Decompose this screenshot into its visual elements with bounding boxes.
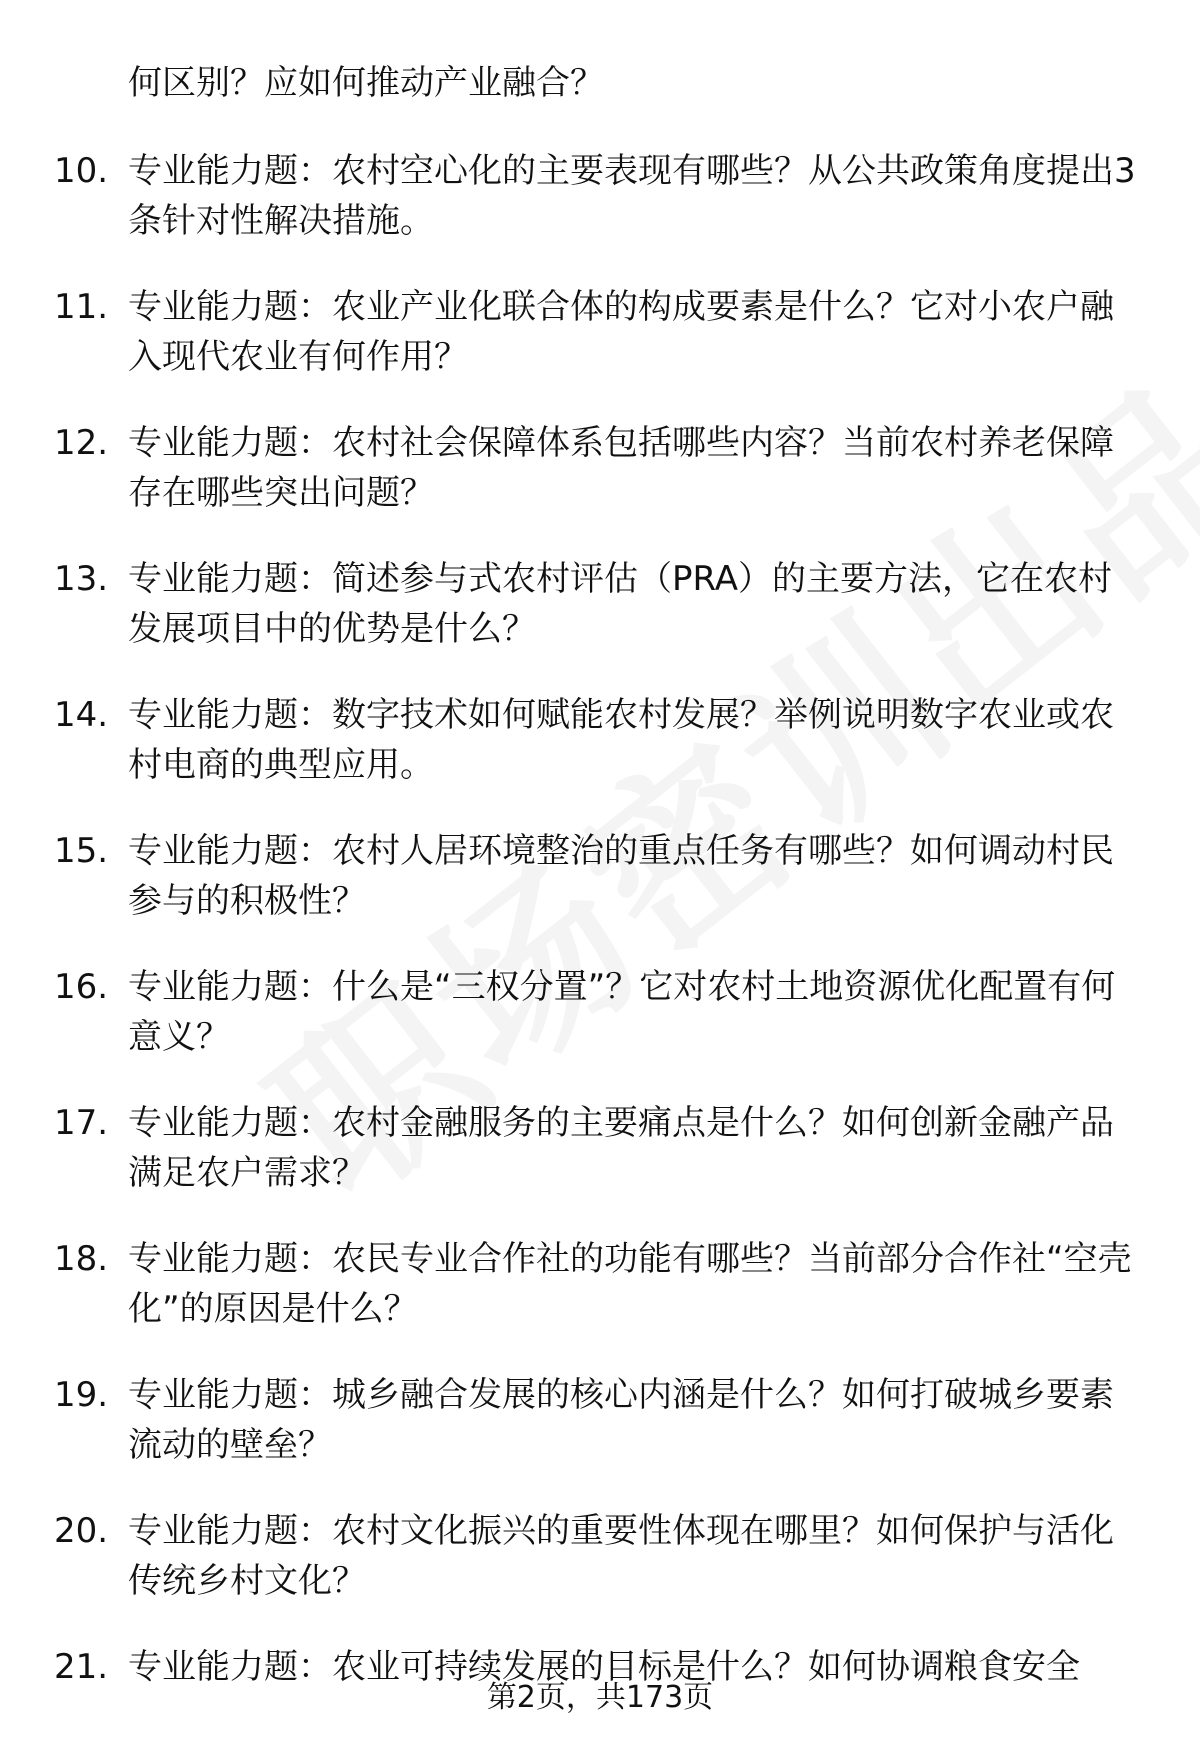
question-number: 13.	[54, 559, 109, 599]
question-text: 专业能力题：农民专业合作社的功能有哪些？当前部分合作社“空壳化”的原因是什么？	[128, 1239, 1132, 1329]
question-number: 17.	[54, 1103, 109, 1143]
question-text: 专业能力题：农村社会保障体系包括哪些内容？当前农村养老保障存在哪些突出问题？	[128, 423, 1114, 513]
question-number: 14.	[54, 695, 109, 735]
question-text: 何区别？应如何推动产业融合？	[128, 63, 604, 103]
question-text: 专业能力题：农村金融服务的主要痛点是什么？如何创新金融产品满足农户需求？	[128, 1103, 1114, 1193]
question-text: 专业能力题：农业产业化联合体的构成要素是什么？它对小农户融入现代农业有何作用？	[128, 287, 1114, 377]
question-item	[0, 962, 1200, 1062]
question-item	[0, 1234, 1200, 1334]
question-item	[0, 1506, 1200, 1606]
question-text: 专业能力题：农村空心化的主要表现有哪些？从公共政策角度提出3条针对性解决措施。	[128, 151, 1136, 241]
question-item	[0, 826, 1200, 926]
question-continuation	[0, 58, 1200, 108]
question-number: 19.	[54, 1375, 109, 1415]
question-text: 专业能力题：农村文化振兴的重要性体现在哪里？如何保护与活化传统乡村文化？	[128, 1511, 1114, 1601]
question-item	[0, 554, 1200, 654]
question-number: 15.	[54, 831, 109, 871]
question-item	[0, 282, 1200, 382]
question-number: 16.	[54, 967, 109, 1007]
question-text: 专业能力题：数字技术如何赋能农村发展？举例说明数字农业或农村电商的典型应用。	[128, 695, 1114, 785]
question-item	[0, 418, 1200, 518]
question-item	[0, 146, 1200, 246]
question-text: 专业能力题：什么是“三权分置”？它对农村土地资源优化配置有何意义？	[128, 967, 1116, 1057]
question-text: 专业能力题：农村人居环境整治的重点任务有哪些？如何调动村民参与的积极性？	[128, 831, 1114, 921]
question-item	[0, 1098, 1200, 1198]
question-number: 21.	[54, 1647, 109, 1687]
question-text: 专业能力题：农业可持续发展的目标是什么？如何协调粮食安全	[128, 1647, 1080, 1687]
question-number: 12.	[54, 423, 109, 463]
question-number: 11.	[54, 287, 109, 327]
question-item	[0, 1370, 1200, 1470]
page-footer: 第2页，共173页	[486, 1680, 714, 1715]
question-number: 20.	[54, 1511, 109, 1551]
question-text: 专业能力题：简述参与式农村评估（PRA）的主要方法，它在农村发展项目中的优势是什么？	[128, 559, 1113, 649]
question-number: 10.	[54, 151, 109, 191]
question-text: 专业能力题：城乡融合发展的核心内涵是什么？如何打破城乡要素流动的壁垒？	[128, 1375, 1114, 1465]
question-number: 18.	[54, 1239, 109, 1279]
question-list	[0, 58, 1200, 1728]
question-item	[0, 690, 1200, 790]
